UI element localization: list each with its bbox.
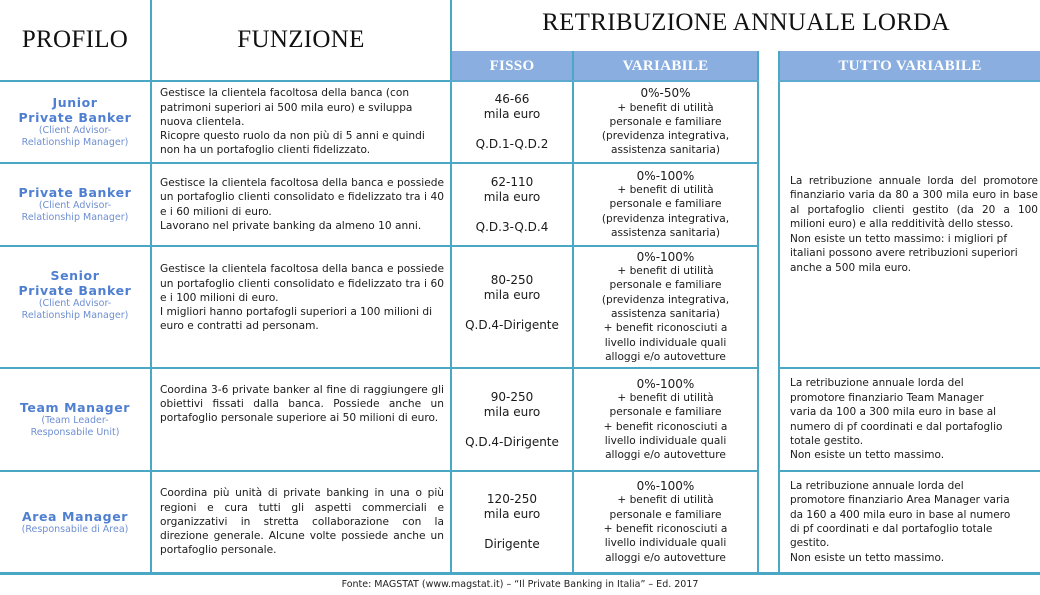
variabile-line: + benefit di utilità <box>617 391 714 404</box>
variabile-line: + benefit di utilità <box>617 184 714 197</box>
variabile-line: + benefit riconosciuti a <box>603 322 728 335</box>
tutto-variabile-text: Non esiste un tetto massimo. <box>790 551 945 564</box>
fisso-grade: Q.D.4-Dirigente <box>465 318 559 332</box>
funzione-cell <box>152 82 450 162</box>
variabile-cell <box>574 369 757 470</box>
fisso-cell <box>452 164 572 245</box>
profile-title: Team Manager <box>19 400 131 415</box>
profile-subtitle: (Responsabile di Area) <box>21 523 129 535</box>
tutto-variabile-text: promotore finanziario Team Manager <box>790 391 984 404</box>
funzione-cell <box>152 164 450 245</box>
tutto-variabile-text: da 160 a 400 mila euro in base al numero <box>790 508 1011 521</box>
profile-subtitle: Responsabile Unit) <box>30 427 120 438</box>
tutto-variabile-text: La retribuzione annuale lorda del promotore finanziario varia da 80 a 300 mila euro in base al portafoglio clienti gestito (da 20 a 100 milioni euro) e alla redditività dello stesso. <box>790 175 1038 231</box>
funzione-text: Gestisce la clientela facoltosa della banca e possiede un portafoglio clienti consolidato e fidelizzato tra i 40 e i 60 milioni di euro. <box>160 177 444 218</box>
fisso-range: 90-250 <box>490 389 534 404</box>
variabile-line: alloggi e/o autovetture <box>605 350 726 363</box>
tutto-variabile-text: gestito. <box>790 537 830 550</box>
profile-subtitle: Relationship Manager) <box>21 212 129 223</box>
grid-line <box>757 51 759 574</box>
variabile-line: + benefit di utilità <box>617 494 714 507</box>
variabile-line: + benefit riconosciuti a <box>603 523 728 535</box>
fisso-range: 80-250 <box>490 273 534 287</box>
profile-subtitle: (Client Advisor- <box>38 125 112 136</box>
tutto-variabile-text: La retribuzione annuale lorda del <box>790 377 964 390</box>
variabile-cell <box>574 164 757 245</box>
variabile-percent: 0%-100% <box>636 479 695 494</box>
variabile-line: livello individuale quali <box>604 434 727 447</box>
variabile-line: livello individuale quali <box>604 336 727 349</box>
variabile-line: livello individuale quali <box>604 537 727 550</box>
profile-title: Junior <box>52 95 98 110</box>
fisso-unit: mila euro <box>483 189 541 204</box>
profile-subtitle: (Team Leader- <box>41 415 109 426</box>
fisso-range: 62-110 <box>490 174 534 189</box>
header-fisso: FISSO <box>452 51 572 81</box>
tutto-variabile-text: numero di pf coordinati e dal portafoglio <box>790 420 1003 433</box>
tutto-variabile-text: di pf coordinati e dal portafoglio totale <box>790 523 993 535</box>
tutto-variabile-text: varia da 100 a 300 mila euro in base al <box>790 406 997 419</box>
funzione-cell <box>152 472 450 572</box>
variabile-percent: 0%-50% <box>640 86 691 101</box>
variabile-cell <box>574 472 757 572</box>
profile-area-manager <box>0 472 150 572</box>
funzione-cell <box>152 369 450 470</box>
funzione-cell <box>152 247 450 367</box>
profile-title: Area Manager <box>21 508 129 524</box>
tutto-variabile-text: La retribuzione annuale lorda del <box>790 479 964 492</box>
fisso-cell <box>452 247 572 367</box>
fisso-grade: Q.D.4-Dirigente <box>465 434 559 449</box>
variabile-line: personale e familiare <box>609 279 722 292</box>
fisso-cell <box>452 82 572 162</box>
fisso-cell <box>452 472 572 572</box>
fisso-grade: Q.D.3-Q.D.4 <box>475 219 549 234</box>
funzione-text: Lavorano nel private banking da almeno 10 anni. <box>160 219 422 232</box>
profile-title: Senior <box>50 268 100 283</box>
source-footer: Fonte: MAGSTAT (www.magstat.it) – “Il Private Banking in Italia” – Ed. 2017 <box>341 579 699 590</box>
funzione-text: I migliori hanno portafogli superiori a 100 milioni di euro e contratti ad personam. <box>160 306 433 333</box>
variabile-line: personale e familiare <box>609 406 722 419</box>
fisso-range: 46-66 <box>494 92 530 106</box>
tutto-variabile-cell <box>780 472 1040 572</box>
fisso-unit: mila euro <box>483 404 541 419</box>
profile-subtitle: Relationship Manager) <box>21 310 129 321</box>
tutto-variabile-text: Non esiste un tetto massimo. <box>790 449 945 462</box>
variabile-line: personale e familiare <box>609 198 722 211</box>
variabile-percent: 0%-100% <box>636 249 695 264</box>
variabile-line: (previdenza integrativa, <box>601 130 730 143</box>
variabile-line: assistenza sanitaria) <box>610 308 721 320</box>
variabile-line: assistenza sanitaria) <box>610 226 721 239</box>
profile-title: Private Banker <box>18 185 132 200</box>
funzione-text: Gestisce la clientela facoltosa della banca e possiede un portafoglio clienti consolidato e fidelizzato tra i 60 e i 100 milioni di euro. <box>160 263 444 304</box>
tutto-variabile-cell <box>780 82 1040 367</box>
profile-private-banker <box>0 164 150 245</box>
variabile-cell <box>574 82 757 162</box>
variabile-line: alloggi e/o autovetture <box>605 449 726 462</box>
variabile-line: (previdenza integrativa, <box>601 212 730 225</box>
variabile-line: + benefit di utilità <box>617 265 714 278</box>
profile-subtitle: (Client Advisor- <box>38 298 112 309</box>
header-variabile: VARIABILE <box>574 51 757 81</box>
profile-title: Private Banker <box>18 110 132 125</box>
variabile-line: alloggi e/o autovetture <box>605 551 726 564</box>
fisso-range: 120-250 <box>486 492 538 506</box>
header-profilo: PROFILO <box>21 26 129 53</box>
profile-subtitle: Relationship Manager) <box>21 137 129 148</box>
profile-team-manager <box>0 369 150 470</box>
fisso-unit: mila euro <box>483 507 541 521</box>
variabile-line: (previdenza integrativa, <box>601 293 730 306</box>
profile-junior-private-banker <box>0 82 150 162</box>
tutto-variabile-text: Non esiste un tetto massimo: i migliori pf italiani possono avere retribuzioni superiori anche a 500 mila euro. <box>790 232 1018 274</box>
variabile-line: + benefit riconosciuti a <box>603 420 728 433</box>
funzione-text: Ricopre questo ruolo da non più di 5 anni e quindi non ha un portafoglio clienti fidelizzato. <box>160 130 425 157</box>
profile-subtitle: (Client Advisor- <box>38 200 112 211</box>
fisso-grade: Dirigente <box>484 537 540 551</box>
fisso-unit: mila euro <box>483 288 541 302</box>
tutto-variabile-text: totale gestito. <box>790 434 864 447</box>
variabile-line: + benefit di utilità <box>617 101 714 114</box>
tutto-variabile-text: promotore finanziario Area Manager varia <box>790 494 1010 507</box>
header-funzione: FUNZIONE <box>237 26 365 53</box>
tutto-variabile-cell <box>780 369 1040 470</box>
fisso-unit: mila euro <box>483 107 541 121</box>
funzione-text: Gestisce la clientela facoltosa della banca (con patrimoni superiori ai 500 mila euro) e sviluppa nuova clientela. <box>160 87 413 128</box>
variabile-line: personale e familiare <box>609 508 722 521</box>
fisso-grade: Q.D.1-Q.D.2 <box>475 137 549 151</box>
profile-senior-private-banker <box>0 247 150 367</box>
variabile-percent: 0%-100% <box>636 376 695 391</box>
variabile-line: assistenza sanitaria) <box>610 144 721 157</box>
fisso-cell <box>452 369 572 470</box>
header-tutto-variabile: TUTTO VARIABILE <box>780 51 1040 81</box>
funzione-text: Coordina più unità di private banking in una o più regioni e cura tutti gli aspetti commerciali e organizzativi in stretta collaborazione con la direzione generale. Alcune volte possiede anche un portafoglio personale. <box>160 487 444 557</box>
grid-line <box>0 572 1040 575</box>
variabile-cell <box>574 247 757 367</box>
variabile-percent: 0%-100% <box>636 168 695 183</box>
funzione-text: Coordina 3-6 private banker al fine di raggiungere gli obiettivi fissati dalla banca. Possiede anche un portafoglio personale superiore ai 50 milioni di euro. <box>160 384 444 425</box>
profile-title: Private Banker <box>18 283 132 298</box>
variabile-line: personale e familiare <box>609 115 722 128</box>
header-retribuzione: RETRIBUZIONE ANNUALE LORDA <box>542 9 950 36</box>
